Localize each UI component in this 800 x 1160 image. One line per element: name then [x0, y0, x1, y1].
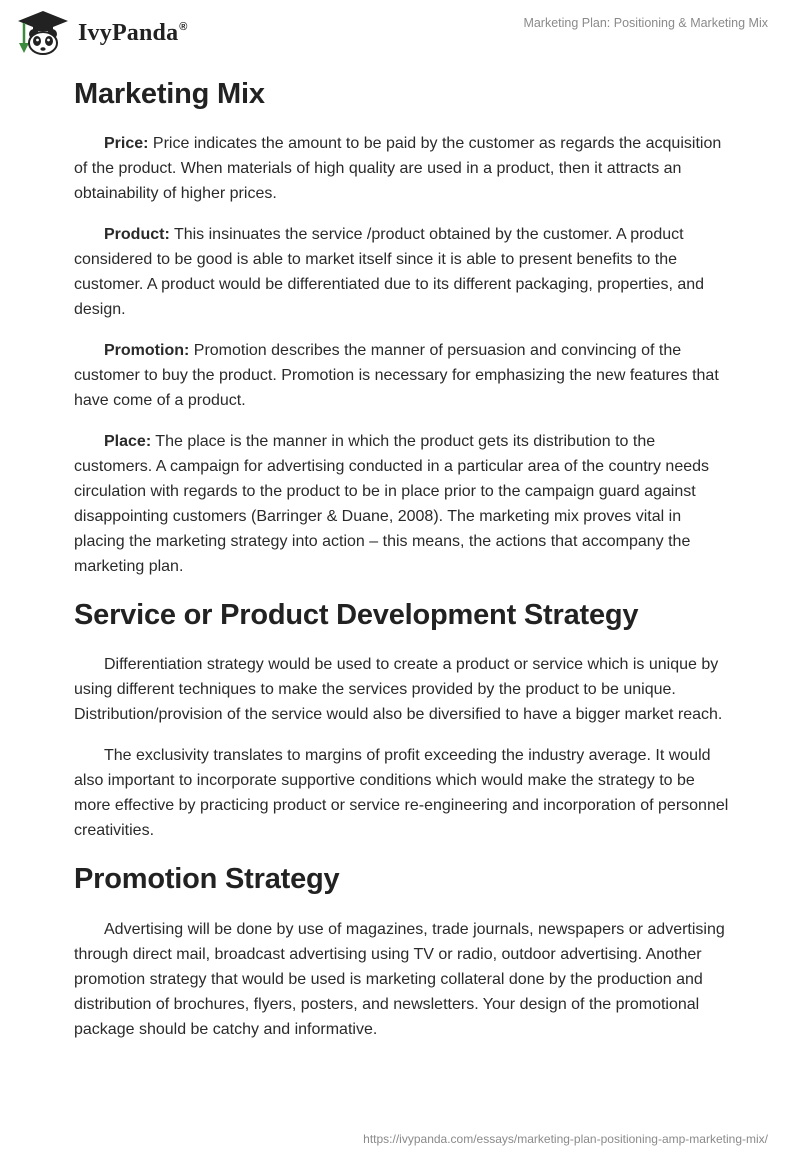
- paragraph-differentiation: Differentiation strategy would be used to create a product or service which is unique by using different techniques to make the services provided by the product to be unique. Distribution/provision of the service would also be diversified to have a bigger market reach.: [74, 656, 723, 723]
- product-label: Product:: [104, 226, 170, 243]
- panda-graduation-cap-icon: [14, 9, 72, 57]
- price-label: Price:: [104, 135, 149, 152]
- paragraph-promotion: Promotion: Promotion describes the manner of persuasion and convincing of the customer to buy the product. Promotion is necessary for emphasizing the new features that have come of a product.: [74, 342, 719, 409]
- registered-mark: ®: [179, 20, 188, 33]
- paragraph-product: Product: This insinuates the service /product obtained by the customer. A product considered to be good is able to market itself since it is able to present benefits to the customer. A product would be differentiated due to its different packaging, properties, and design.: [74, 226, 705, 318]
- promotion-label: Promotion:: [104, 342, 190, 359]
- place-label: Place:: [104, 433, 152, 450]
- paragraph-advertising: Advertising will be done by use of magazines, trade journals, newspapers or advertising through direct mail, broadcast advertising using TV or radio, outdoor advertising. Another promotion strategy that would be used is marketing collateral done by the production and distribution of brochures, flyers, posters, and newsletters. Your design of the promotional package should be catchy and informative.: [74, 921, 725, 1038]
- heading-development-strategy: Service or Product Development Strategy: [74, 599, 639, 631]
- paragraph-place: Place: The place is the manner in which the product gets its distribution to the customers. A campaign for advertising conducted in a particular area of the country needs circulation with regards to the product to be in place prior to the campaign guard against disappointing customers (Barringer & Duane, 2008). The marketing mix proves vital in placing the marketing strategy into action – this means, the actions that accompany the marketing plan.: [74, 433, 710, 575]
- brand-name: IvyPanda®: [78, 19, 188, 46]
- heading-marketing-mix: Marketing Mix: [74, 78, 265, 110]
- heading-promotion-strategy: Promotion Strategy: [74, 863, 340, 895]
- source-url-link[interactable]: https://ivypanda.com/essays/marketing-plan-positioning-amp-marketing-mix/: [363, 1132, 768, 1146]
- article-body: [74, 70, 734, 1042]
- paragraph-price: Price: Price indicates the amount to be paid by the customer as regards the acquisition of the product. When materials of high quality are used in a product, then it attracts an obtainability of higher prices.: [74, 135, 722, 202]
- paragraph-exclusivity: The exclusivity translates to margins of profit exceeding the industry average. It would also important to incorporate supportive conditions which would make the strategy to be more effective by practicing product or service re-engineering and incorporation of personnel creativities.: [74, 747, 729, 839]
- logo-link[interactable]: [14, 9, 188, 57]
- document-title: Marketing Plan: Positioning & Marketing Mix: [523, 16, 768, 30]
- page-header: [0, 0, 800, 70]
